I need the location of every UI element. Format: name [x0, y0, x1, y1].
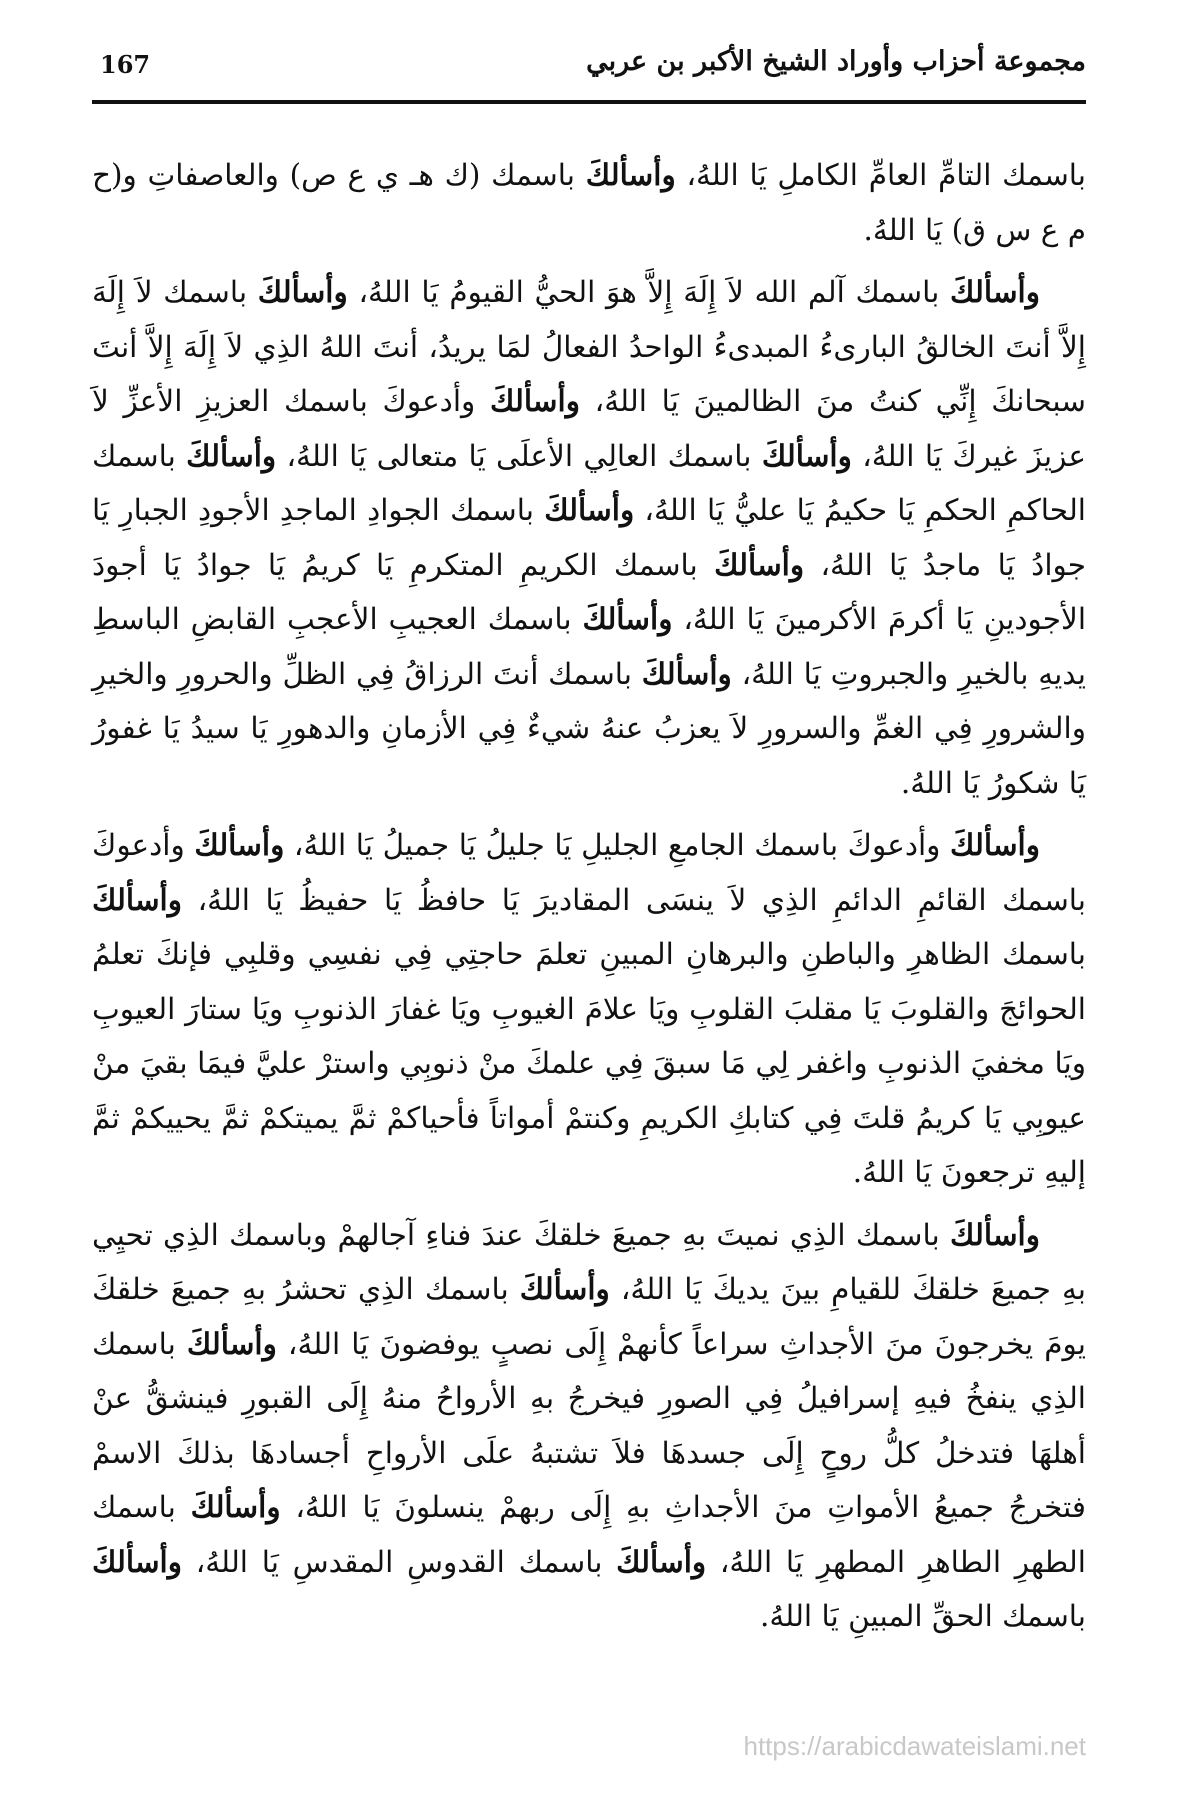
text-segment: باسمك الكريمِ المتكرمِ يَا كريمُ يَا جوادُ يَا أجودَ الأجودينِ يَا أكرمَ الأكرمينَ يَا اللهُ، [92, 547, 1087, 636]
text-segment: باسمك الذِي ينفخُ فيهِ إسرافيلُ فِي الصورِ فيخرجُ بهِ الأرواحُ منهُ إِلَى القبورِ فينشقُّ عنْ أهلهَا فتدخلُ كلُّ روحٍ إِلَى جسدهَا فلاَ تشتبهُ علَى الأرواحِ أجسادهَا بذلكَ الاسمْ فتخرجُ جميعُ الأمواتِ منَ الأجداثِ بهِ إِلَى ربهمْ ينسلونَ يَا اللهُ، [92, 1326, 1086, 1524]
keyword-asaluka: وأسألكَ [585, 157, 676, 192]
keyword-asaluka: وأسألكَ [761, 437, 852, 473]
keyword-asaluka: وأسألكَ [194, 827, 285, 862]
keyword-asaluka: وأسألكَ [92, 1543, 182, 1579]
text-segment: باسمك العجيبِ الأعجبِ القابضِ الباسطِ يديهِ بالخيرِ والجبروتِ يَا اللهُ، [92, 602, 1086, 691]
page-header [92, 40, 1086, 96]
paragraph [92, 1208, 1086, 1644]
text-segment: باسمك الجوادِ الماجدِ الأجودِ الجبارِ يَا جوادُ يَا ماجدُ يَا اللهُ، [92, 493, 1086, 582]
text-segment: باسمك الظاهرِ والباطنِ والبرهانِ المبينِ تعلمَ حاجتِي فِي نفسِي وقلبِي فإنكَ تعلمُ الحوائجَ والقلوبَ يَا مقلبَ القلوبِ ويَا علامَ الغيوبِ ويَا غفارَ الذنوبِ ويَا ستارَ العيوبِ ويَا مخفيَ الذنوبِ واغفر لِي مَا سبقَ فِي علمكَ منْ ذنوبِي واسترْ عليَّ فيمَا بقيَ منْ عيوبِي يَا كريمُ قلتَ فِي كتابكِ الكريمِ وكنتمْ أمواتاً فأحياكمْ ثمَّ يميتكمْ ثمَّ يحييكمْ ثمَّ إليهِ ترجعونَ يَا اللهُ. [92, 937, 1086, 1189]
keyword-asaluka: وأسألكَ [190, 1489, 281, 1524]
keyword-asaluka: وأسألكَ [186, 1325, 277, 1361]
text-segment: باسمك لاَ إِلَهَ إِلاَّ أنتَ الخالقُ البارىءُ المبدىءُ الواحدُ الفعالُ لمَا يريدُ، أنتَ اللهُ الذِي لاَ إِلَهَ إِلاَّ أنتَ سبحانكَ إِنِّي كنتُ منَ الظالمينَ يَا اللهُ، [92, 275, 1086, 418]
keyword-asaluka: وأسألكَ [92, 881, 182, 917]
keyword-asaluka: وأسألكَ [949, 827, 1040, 862]
text-segment: وأدعوكَ باسمك العزيزِ الأعزِّ لاَ عزيزَ غيركَ يَا اللهُ، [92, 384, 1086, 473]
keyword-asaluka: وأسألكَ [714, 546, 805, 582]
text-segment: باسمك الحاكمِ الحكمِ يَا حكيمُ يَا عليُّ يَا اللهُ، [92, 438, 1086, 527]
keyword-asaluka: وأسألكَ [582, 601, 673, 636]
text-segment: باسمك التامِّ العامِّ الكاملِ يَا اللهُ، [675, 158, 1087, 192]
page-number: 167 [100, 50, 151, 79]
header-rule [92, 100, 1086, 104]
text-segment: باسمك أنتَ الرزاقُ فِي الظلِّ والحرورِ والخيرِ والشرورِ فِي الغمِّ والسرورِ لاَ يعزبُ عنهُ شيءٌ فِي الأزمانِ والدهورِ يَا سيدُ يَا غفورُ يَا شكورُ يَا اللهُ. [92, 656, 1086, 800]
keyword-asaluka: وأسألكَ [186, 437, 277, 473]
paragraph [92, 818, 1086, 1200]
text-segment: باسمك الذِي نميتَ بهِ جميعَ خلقكَ عندَ فناءِ آجالهمْ وباسمك الذِي تحيِي بهِ جميعَ خلقكَ للقيامِ بينَ يديكَ يَا اللهُ، [92, 1217, 1086, 1306]
paragraph [92, 148, 1086, 257]
keyword-asaluka: وأسألكَ [257, 274, 348, 309]
paragraph [92, 265, 1086, 810]
keyword-asaluka: وأسألكَ [616, 1543, 707, 1579]
text-segment: باسمك (ك هـ ي ع ص) والعاصفاتِ و(ح م ع س ق) يَا اللهُ. [92, 158, 1086, 247]
keyword-asaluka: وأسألكَ [950, 1216, 1040, 1252]
text-segment: باسمك العالِي الأعلَى يَا متعالى يَا اللهُ، [276, 438, 762, 473]
text-segment: باسمك الطهرِ الطاهرِ المطهرِ يَا اللهُ، [92, 1490, 1086, 1579]
watermark: https://arabicdawateislami.net [743, 1731, 1086, 1761]
keyword-asaluka: وأسألكَ [519, 1271, 610, 1306]
keyword-asaluka: وأسألكَ [950, 274, 1040, 309]
text-segment: باسمك الحقِّ المبينِ يَا اللهُ. [759, 1599, 1086, 1633]
text-segment: باسمك آلم الله لاَ إِلَهَ إِلاَّ هوَ الحيُّ القيومُ يَا اللهُ، [347, 275, 950, 309]
running-title: مجموعة أحزاب وأوراد الشيخ الأكبر بن عربي [586, 46, 1086, 77]
text-segment: وأدعوكَ باسمك الجامعِ الجليلِ يَا جليلُ يَا جميلُ يَا اللهُ، [284, 828, 950, 862]
body-text [92, 148, 1086, 1652]
text-segment: باسمك القدوسِ المقدسِ يَا اللهُ، [182, 1544, 617, 1579]
keyword-asaluka: وأسألكَ [489, 383, 580, 418]
text-segment: باسمك الذِي تحشرُ بهِ جميعَ خلقكَ يومَ يخرجونَ منَ الأجداثِ سراعاً كأنهمْ إِلَى نصبٍ يوفضونَ يَا اللهُ، [92, 1272, 1086, 1361]
keyword-asaluka: وأسألكَ [544, 492, 635, 527]
keyword-asaluka: وأسألكَ [641, 655, 732, 691]
text-segment: وأدعوكَ باسمك القائمِ الدائمِ الذِي لاَ ينسَى المقاديرَ يَا حافظُ يَا حفيظُ يَا اللهُ، [92, 828, 1086, 917]
